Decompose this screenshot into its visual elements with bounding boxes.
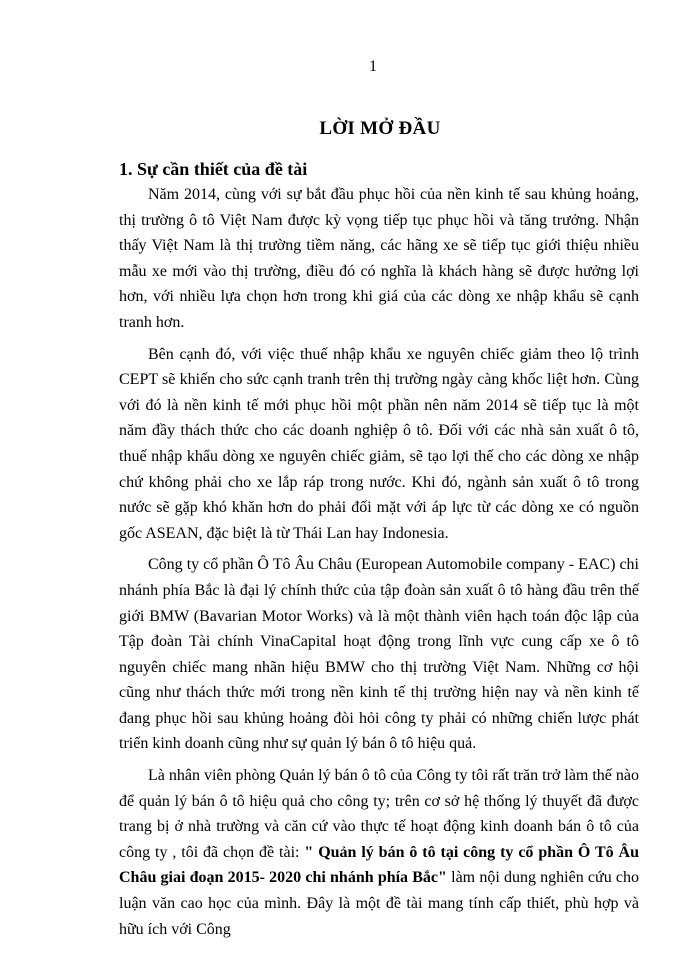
paragraph-4-continuation: làm nội dung nghiên cứu cho luận văn cao học của mình. Đây là một đề tài mang tính cấp thiết, phù hợp và hữu ích với Công [119,869,639,938]
paragraph-4 [119,763,639,942]
page-title: LỜI MỞ ĐẦU [319,118,441,139]
document-body [119,147,639,942]
paragraph-1: Năm 2014, cùng với sự bắt đầu phục hồi của nền kinh tế sau khủng hoảng, thị trường ô tô Việt Nam được kỳ vọng tiếp tục phục hồi và tăng trưởng. Nhận thấy Việt Nam là thị trường tiềm năng, các hãng xe sẽ tiếp tục giới thiệu nhiều mẫu xe mới vào thị trường, điều đó có nghĩa là khách hàng sẽ được hưởng lợi hơn, với nhiều lựa chọn hơn trong khi giá của các dòng xe nhập khẩu sẽ cạnh tranh hơn. [119,186,639,331]
paragraph-2: Bên cạnh đó, với việc thuế nhập khẩu xe nguyên chiếc giảm theo lộ trình CEPT sẽ khiến cho sức cạnh tranh trên thị trường ngày càng khốc liệt hơn. Cùng với đó là nền kinh tế mới phục hồi một phần nên năm 2014 sẽ tiếp tục là một năm đầy thách thức cho các doanh nghiệp ô tô. Đối với các nhà sản xuất ô tô, thuế nhập khẩu dòng xe nguyên chiếc giảm, sẽ tạo lợi thế cho các dòng xe nhập chứ không phải cho xe lắp ráp trong nước. Khi đó, ngành sản xuất ô tô trong nước sẽ gặp khó khăn hơn do phải đối mặt với áp lực từ các dòng xe có nguồn gốc ASEAN, đặc biệt là từ Thái Lan hay Indonesia. [119,345,639,542]
paragraph-4-text: Là nhân viên phòng Quản lý bán ô tô của Công ty tôi rất trăn trở làm thế nào để quản lý bán ô tô hiệu quả cho công ty; trên cơ sở hệ thống lý thuyết đã được trang bị ở nhà trường và căn cứ vào thực tế hoạt động kinh doanh bán ô tô của công ty , tôi đã chọn đề tài: [119,767,640,861]
page-number: 1 [369,58,377,75]
thesis-title: " Quản lý bán ô tô tại công ty cổ phần Ô Tô Âu Châu giai đoạn 2015- 2020 chi nhánh phía Bắc" [119,843,640,887]
section-heading: 1. Sự cần thiết của đề tài [119,159,308,179]
paragraph-3: Công ty cổ phần Ô Tô Âu Châu (European Automobile company - EAC) chi nhánh phía Bắc là đại lý chính thức của tập đoàn sản xuất ô tô hàng đầu trên thế giới BMW (Bavarian Motor Works) và là một thành viên hạch toán độc lập của Tập đoàn Tài chính VinaCapital hoạt động trong lĩnh vực cung cấp xe ô tô nguyên chiếc mang nhãn hiệu BMW cho thị trường Việt Nam. Những cơ hội cũng như thách thức mới trong nền kinh tế thị trường hiện nay và nền kinh tế đang phục hồi sau khủng hoảng đòi hỏi công ty phải có những chiến lược phát triển kinh doanh cũng như sự quản lý bán ô tô hiệu quả. [119,556,639,753]
